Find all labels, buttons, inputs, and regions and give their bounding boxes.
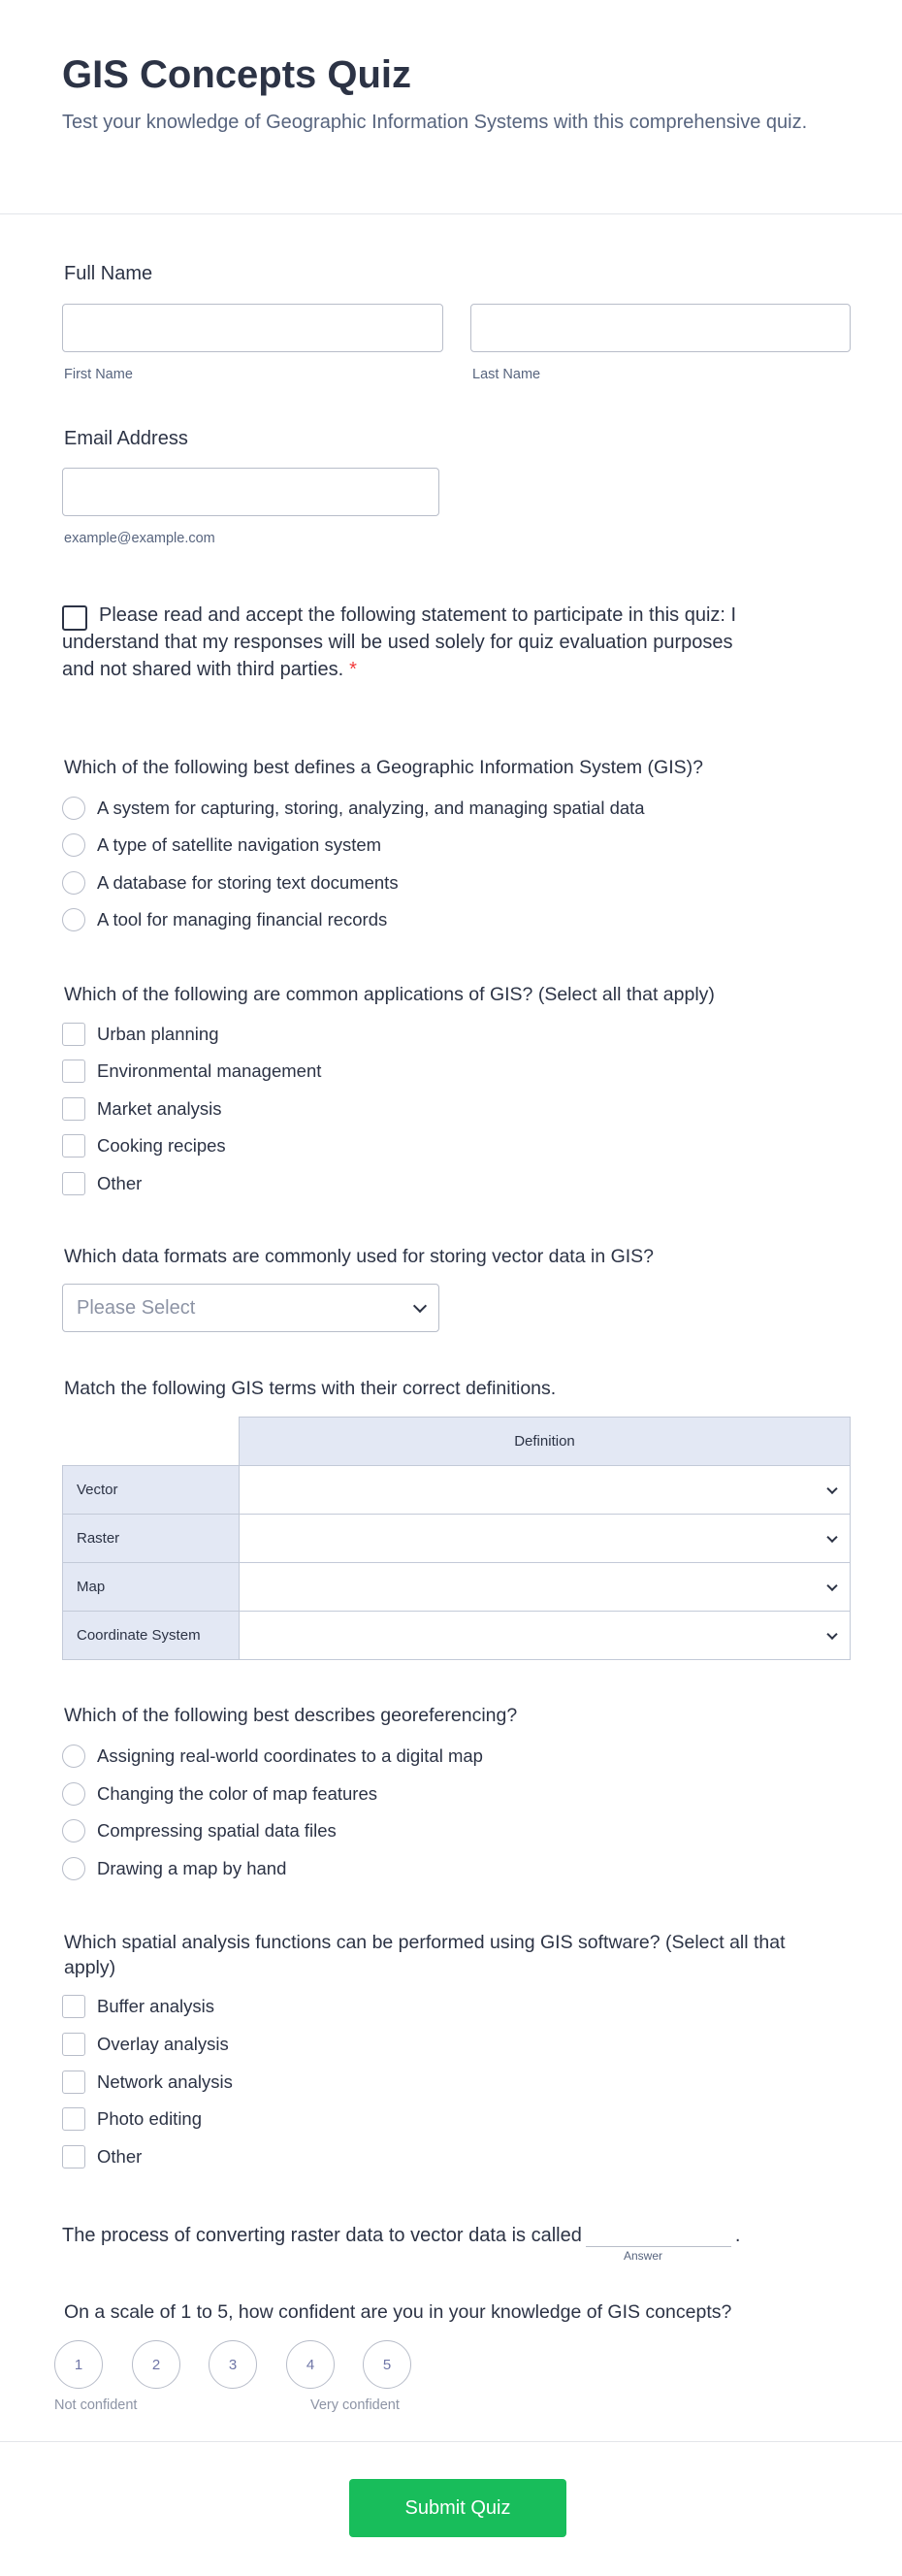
q6-option[interactable]: [62, 2032, 229, 2057]
vector-format-dropdown[interactable]: [62, 1284, 439, 1332]
matrix-row-label: Map: [63, 1563, 240, 1612]
first-name-input[interactable]: [62, 304, 443, 352]
form-header: [0, 0, 902, 214]
q5-option[interactable]: [62, 1781, 377, 1807]
q2-option[interactable]: [62, 1022, 218, 1047]
q3-question: Which data formats are commonly used for storing vector data in GIS?: [64, 1246, 655, 1267]
option-label: A tool for managing financial records: [97, 909, 388, 929]
chevron-down-icon: [826, 1531, 837, 1542]
matching-matrix: [62, 1417, 851, 1660]
option-label: Overlay analysis: [97, 2034, 229, 2054]
radio-button[interactable]: [62, 1782, 85, 1806]
option-label: Assigning real-world coordinates to a digital map: [97, 1745, 483, 1766]
checkbox[interactable]: [62, 2033, 85, 2056]
radio-button[interactable]: [62, 871, 85, 895]
form-description: Test your knowledge of Geographic Information Systems with this comprehensive quiz.: [62, 112, 808, 133]
option-label: Environmental management: [97, 1060, 322, 1081]
scale-option-4[interactable]: 4: [286, 2340, 335, 2389]
radio-button[interactable]: [62, 1819, 85, 1842]
submit-button[interactable]: Submit Quiz: [349, 2479, 566, 2537]
option-label: Compressing spatial data files: [97, 1820, 337, 1841]
matrix-dropdown[interactable]: [240, 1612, 851, 1660]
chevron-down-icon: [826, 1628, 837, 1639]
q4-question: Match the following GIS terms with their correct definitions.: [64, 1378, 557, 1399]
scale-high-label: Very confident: [310, 2397, 400, 2413]
q2-question: Which of the following are common applications of GIS? (Select all that apply): [64, 984, 715, 1005]
q6-option[interactable]: [62, 1994, 214, 2019]
matrix-row-label: Raster: [63, 1515, 240, 1563]
last-name-sublabel: Last Name: [472, 367, 541, 382]
checkbox[interactable]: [62, 2107, 85, 2131]
dropdown-placeholder: Please Select: [77, 1296, 196, 1319]
checkbox[interactable]: [62, 2071, 85, 2094]
checkbox[interactable]: [62, 1060, 85, 1083]
answer-sublabel: Answer: [624, 2249, 663, 2263]
radio-button[interactable]: [62, 908, 85, 931]
q1-option[interactable]: [62, 796, 645, 821]
required-mark: *: [349, 659, 357, 680]
q6-option[interactable]: [62, 2070, 233, 2095]
answer-input[interactable]: [586, 2224, 731, 2247]
full-name-label: Full Name: [64, 263, 153, 284]
consent-statement: Please read and accept the following statement to participate in this quiz: I understand that my responses will be used solely for quiz evaluation purposes and not shared with third parties.: [62, 604, 737, 680]
option-label: A type of satellite navigation system: [97, 834, 382, 855]
option-label: Market analysis: [97, 1098, 222, 1119]
matrix-dropdown[interactable]: [240, 1515, 851, 1563]
q1-option[interactable]: [62, 832, 381, 858]
q1-question: Which of the following best defines a Geographic Information System (GIS)?: [64, 757, 703, 778]
option-label: Changing the color of map features: [97, 1783, 377, 1804]
option-label: Photo editing: [97, 2108, 203, 2129]
q8-question: On a scale of 1 to 5, how confident are you in your knowledge of GIS concepts?: [64, 2301, 732, 2323]
matrix-column-header: Definition: [240, 1418, 851, 1466]
fill-in-blank-suffix: .: [734, 2225, 741, 2246]
matrix-corner: [63, 1418, 240, 1466]
checkbox[interactable]: [62, 1995, 85, 2018]
q6-option[interactable]: [62, 2106, 202, 2132]
option-label: Network analysis: [97, 2071, 233, 2092]
radio-button[interactable]: [62, 1745, 85, 1768]
matrix-row-label: Coordinate System: [63, 1612, 240, 1660]
q2-option[interactable]: [62, 1059, 321, 1084]
q6-option[interactable]: [62, 2144, 142, 2169]
scale-low-label: Not confident: [54, 2397, 138, 2413]
q5-option[interactable]: [62, 1856, 286, 1881]
form-title: GIS Concepts Quiz: [62, 53, 412, 96]
option-label: Cooking recipes: [97, 1135, 226, 1156]
chevron-down-icon: [413, 1299, 427, 1313]
scale-option-3[interactable]: 3: [209, 2340, 257, 2389]
q1-option[interactable]: [62, 870, 399, 896]
radio-button[interactable]: [62, 1857, 85, 1880]
option-label: Urban planning: [97, 1024, 219, 1044]
scale-option-5[interactable]: 5: [363, 2340, 411, 2389]
option-label: A database for storing text documents: [97, 872, 399, 893]
footer-divider: [0, 2441, 902, 2442]
chevron-down-icon: [826, 1580, 837, 1590]
option-label: Buffer analysis: [97, 1996, 214, 2016]
q2-option[interactable]: [62, 1171, 142, 1196]
fill-in-blank: [62, 2224, 740, 2247]
fill-in-blank-text: The process of converting raster data to vector data is called: [62, 2225, 582, 2246]
email-label: Email Address: [64, 428, 188, 449]
checkbox[interactable]: [62, 1134, 85, 1158]
option-label: A system for capturing, storing, analyzing, and managing spatial data: [97, 798, 645, 818]
chevron-down-icon: [826, 1483, 837, 1493]
scale-option-1[interactable]: 1: [54, 2340, 103, 2389]
checkbox[interactable]: [62, 1172, 85, 1195]
checkbox[interactable]: [62, 1023, 85, 1046]
last-name-input[interactable]: [470, 304, 851, 352]
matrix-row-label: Vector: [63, 1466, 240, 1515]
q2-option[interactable]: [62, 1133, 226, 1158]
radio-button[interactable]: [62, 797, 85, 820]
q5-question: Which of the following best describes georeferencing?: [64, 1705, 518, 1726]
option-label: Other: [97, 2146, 143, 2167]
scale-option-2[interactable]: 2: [132, 2340, 180, 2389]
q6-question: Which spatial analysis functions can be performed using GIS software? (Select all that apply): [64, 1932, 786, 1978]
checkbox[interactable]: [62, 1097, 85, 1121]
matrix-dropdown[interactable]: [240, 1563, 851, 1612]
consent-text: [62, 602, 760, 683]
email-sublabel: example@example.com: [64, 531, 215, 546]
matrix-dropdown[interactable]: [240, 1466, 851, 1515]
q1-option[interactable]: [62, 907, 387, 932]
q2-option[interactable]: [62, 1096, 222, 1122]
radio-button[interactable]: [62, 833, 85, 857]
email-input[interactable]: [62, 468, 439, 516]
checkbox[interactable]: [62, 2145, 85, 2168]
option-label: Drawing a map by hand: [97, 1858, 287, 1878]
q5-option[interactable]: [62, 1744, 483, 1769]
first-name-sublabel: First Name: [64, 367, 133, 382]
q5-option[interactable]: [62, 1818, 337, 1843]
option-label: Other: [97, 1173, 143, 1193]
